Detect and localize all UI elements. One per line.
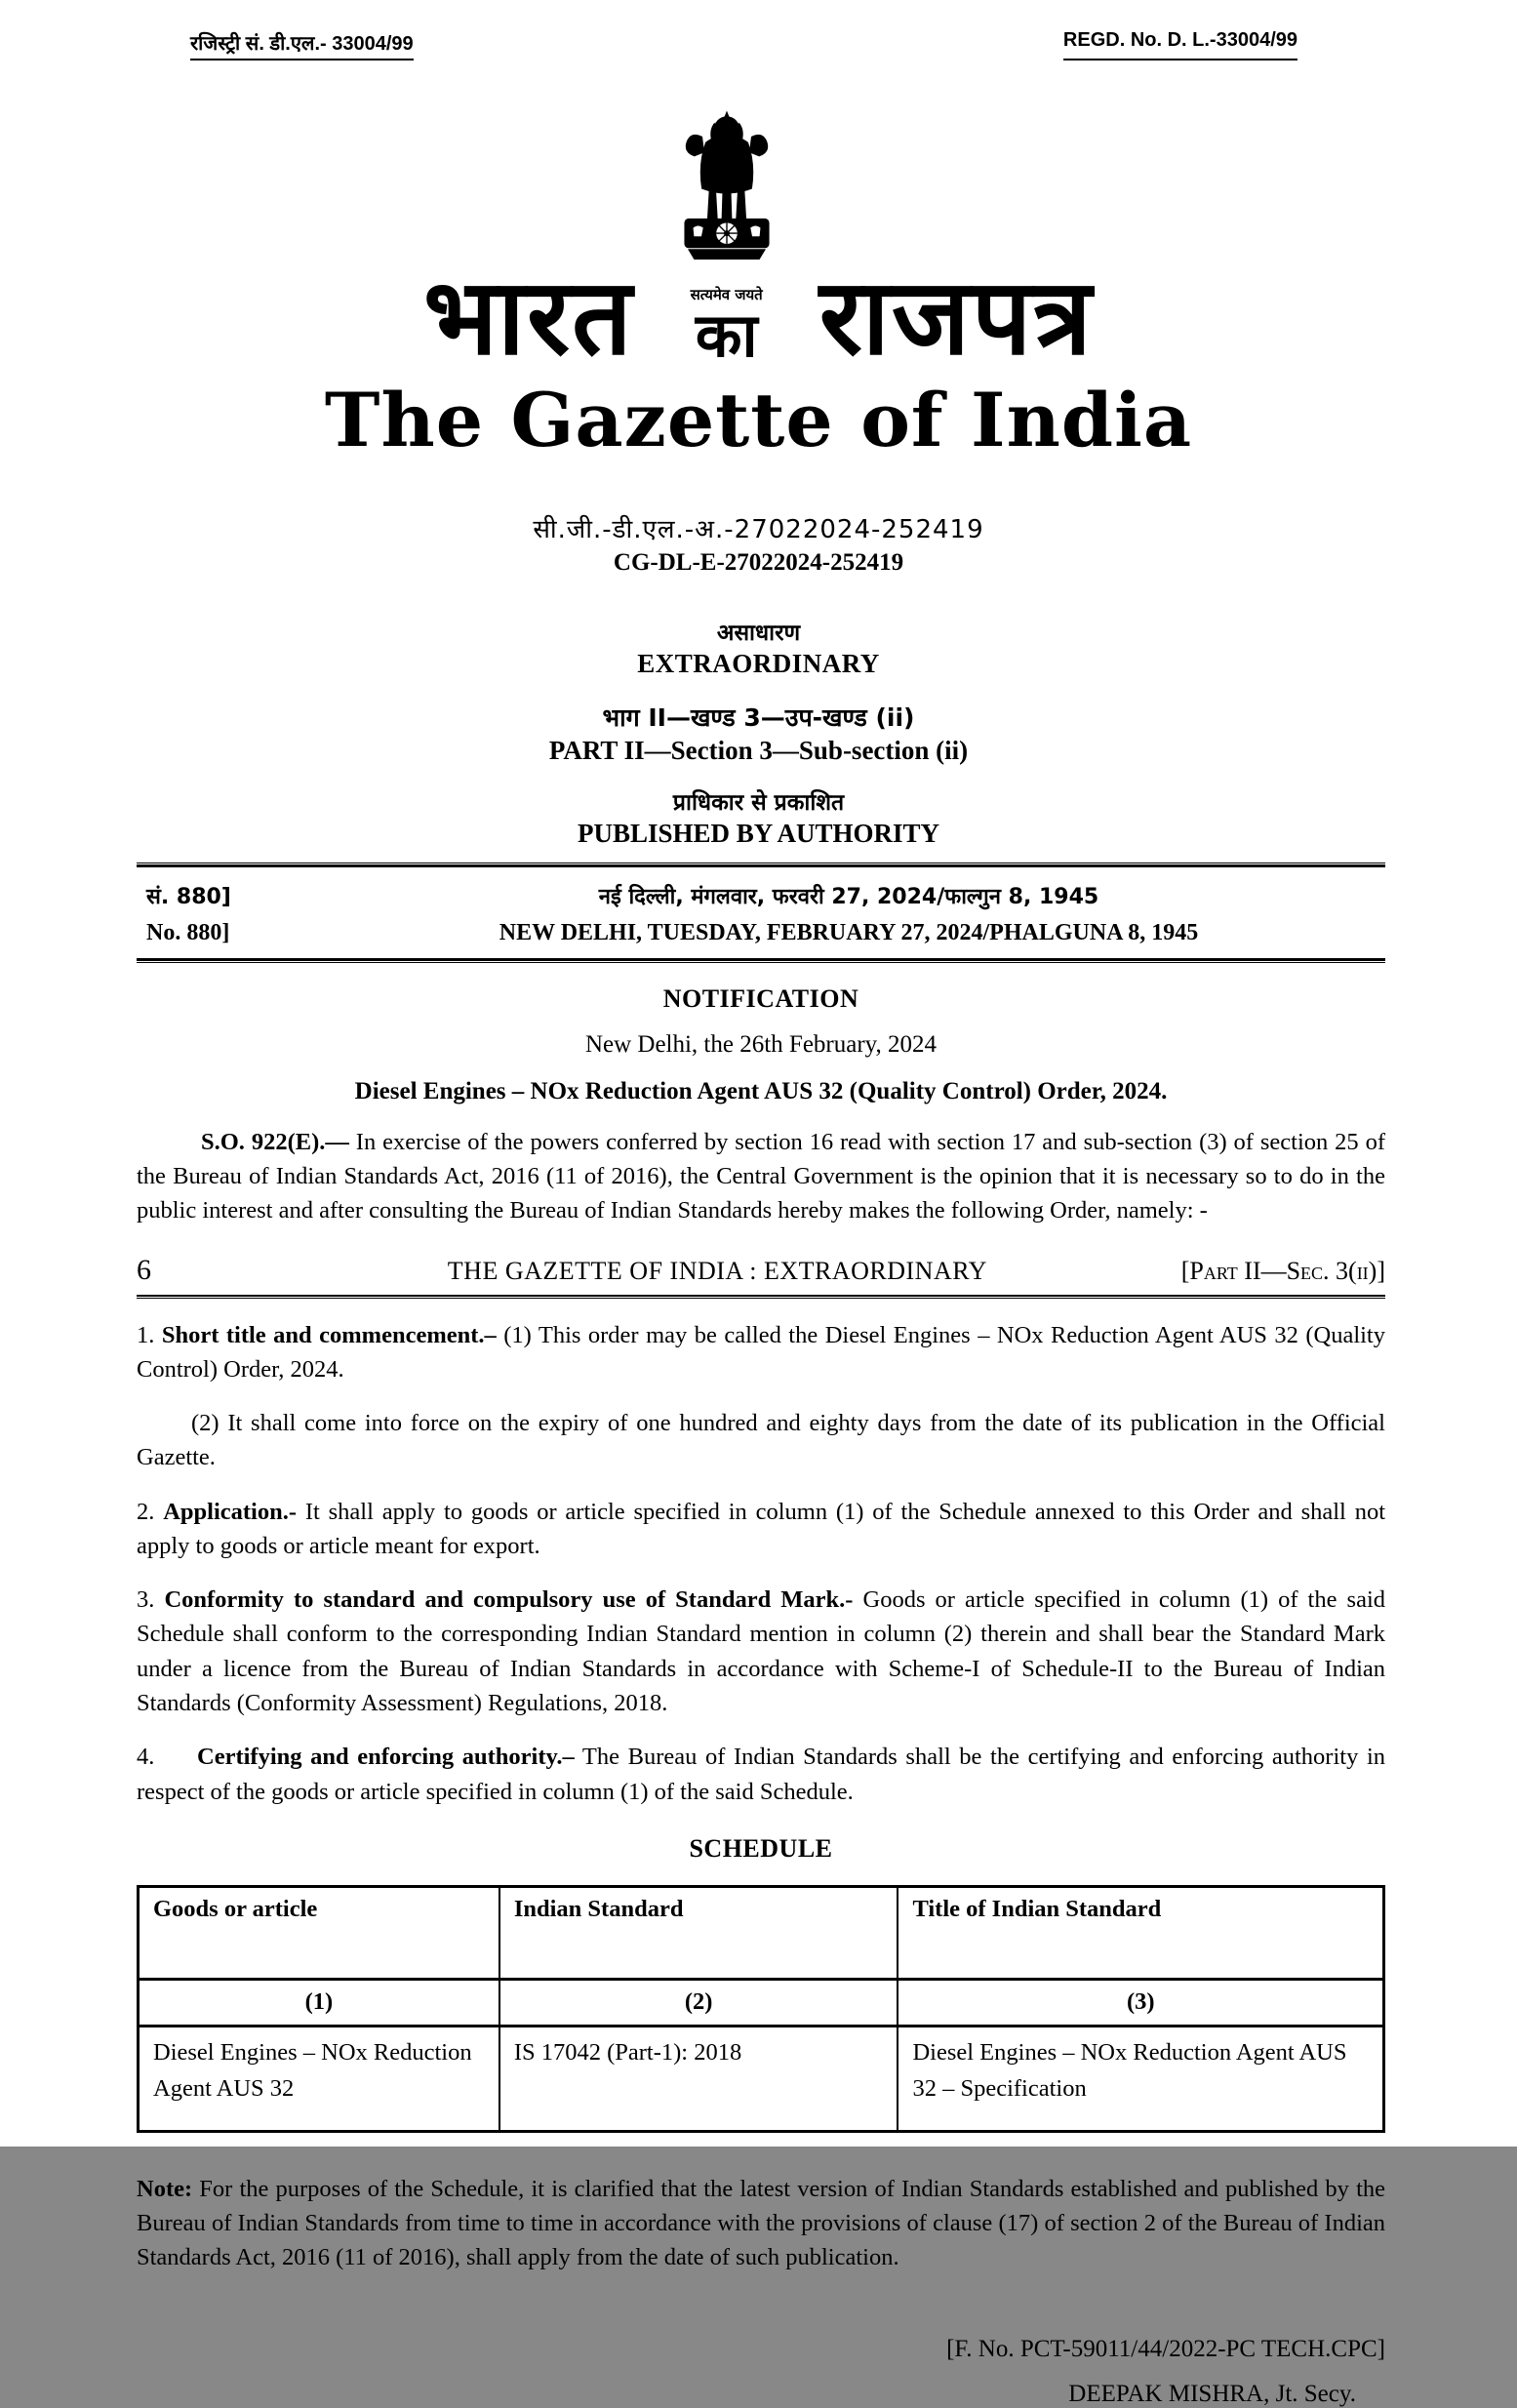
clause-2-title: Application.- — [163, 1498, 298, 1525]
schedule-header-row — [139, 1886, 1384, 1979]
clause-2-text: It shall apply to goods or article specified in column (1) of the Schedule annexed to this Order and shall not apply to goods or article meant for export. — [137, 1498, 1385, 1559]
signatory: DEEPAK MISHRA, Jt. Secy. — [1068, 2380, 1356, 2407]
note-text: For the purposes of the Schedule, it is clarified that the latest version of Indian Standards established and published by the Bureau of Indian Standards from time to time in accordance with the provisions of clause (17) of section 2 of the Bureau of Indian Standards Act, 2016 (11 of 2016), shall apply from the date of such publication. — [137, 2175, 1385, 2271]
schedule-cell-goods: Diesel Engines – NOx Reduction Agent AUS 32 — [139, 2026, 499, 2131]
notification-place-date: New Delhi, the 26th February, 2024 — [584, 1030, 938, 1058]
running-header — [137, 1254, 1385, 1287]
issue-block-bottom-rule — [137, 958, 1385, 963]
clause-1-title: Short title and commencement.– — [161, 1321, 497, 1348]
issue-row-english — [137, 920, 1385, 946]
clause-4-number: 4. — [137, 1744, 155, 1771]
issue-block-top-rule — [137, 863, 1385, 867]
schedule-col-standard: Indian Standard — [499, 1886, 898, 1979]
clause-4-text: The Bureau of Indian Standards shall be the certifying and enforcing authority in respect of the goods or article specified in column (1) of the said Schedule. — [137, 1744, 1385, 1805]
order-title: Diesel Engines – NOx Reduction Agent AUS 32 (Quality Control) Order, 2024. — [354, 1077, 1168, 1104]
file-number: [F. No. PCT-59011/44/2022-PC TECH.CPC] — [946, 2335, 1385, 2362]
so-number: S.O. 922(E).— — [201, 1128, 349, 1155]
masthead — [0, 104, 1517, 379]
clause-4 — [137, 1740, 1385, 1809]
schedule-colnum-2: (2) — [499, 1979, 898, 2026]
ashoka-lion-capital-icon — [669, 104, 784, 282]
issue-date-hindi: नई दिल्ली, मंगलवार, फरवरी 27, 2024/फाल्गुन 8, 1945 — [598, 884, 1099, 909]
clause-3-text: Goods or article specified in column (1) of the said Schedule shall conform to the corresponding Indian Standard mention in column (2) therein and shall bear the Standard Mark under a licence from the Bureau of Indian Standards in accordance with Scheme-I of Schedule-II to the Bureau of Indian Standards (Conformity Assessment) Regulations, 2018. — [137, 1586, 1386, 1716]
clause-2 — [137, 1495, 1385, 1564]
clause-1-text: (1) This order may be called the Diesel Engines – NOx Reduction Agent AUS 32 (Quality Control) Order, 2024. — [137, 1321, 1385, 1383]
issue-date-english: NEW DELHI, TUESDAY, FEBRUARY 27, 2024/PHALGUNA 8, 1945 — [499, 919, 1199, 945]
note-label: Note: — [137, 2175, 193, 2202]
published-by-authority-english: PUBLISHED BY AUTHORITY — [577, 818, 940, 848]
so-paragraph — [137, 1125, 1385, 1228]
schedule-colnum-row — [139, 1979, 1384, 2026]
schedule-colnum-3: (3) — [898, 1979, 1383, 2026]
running-header-title: THE GAZETTE OF INDIA : EXTRAORDINARY — [447, 1256, 987, 1285]
extraordinary-english: EXTRAORDINARY — [637, 648, 880, 678]
issue-number-english: No. 880] — [146, 919, 230, 945]
schedule-heading: SCHEDULE — [689, 1833, 833, 1863]
schedule-col-title: Title of Indian Standard — [898, 1886, 1383, 1979]
extraordinary-hindi: असाधारण — [716, 620, 801, 646]
masthead-word-ka: का — [695, 300, 758, 371]
content-column — [137, 863, 1385, 2408]
so-text: In exercise of the powers conferred by section 16 read with section 17 and sub-section (3) of section 25 of the Bureau of Indian Standards Act, 2016 (11 of 2016), the Central Government is the opinion that it is necessary so to do in the public interest and after consulting the Bureau of Indian Standards hereby makes the following Order, namely: - — [137, 1128, 1386, 1224]
schedule-cell-standard: IS 17042 (Part-1): 2018 — [499, 2026, 898, 2131]
schedule-cell-title: Diesel Engines – NOx Reduction Agent AUS 32 – Specification — [898, 2026, 1383, 2131]
clause-1-sub-2-text: (2) It shall come into force on the expiry of one hundred and eighty days from the date of its publication in the Official Gazette. — [137, 1410, 1385, 1471]
registry-number-hindi: रजिस्ट्री सं. डी.एल.- 33004/99 — [190, 29, 414, 60]
schedule-colnum-1: (1) — [139, 1979, 499, 2026]
clause-3-title: Conformity to standard and compulsory use of Standard Mark.- — [164, 1586, 854, 1614]
registry-number-english: REGD. No. D. L.-33004/99 — [1063, 29, 1297, 60]
page-number: 6 — [137, 1253, 151, 1286]
clause-3 — [137, 1583, 1385, 1720]
clause-1 — [137, 1318, 1385, 1387]
masthead-word-bharat: भारत — [423, 257, 634, 379]
running-header-part: [Part II—Sec. 3(ii)] — [1180, 1256, 1385, 1285]
schedule-table — [137, 1885, 1385, 2133]
part-section-hindi: भाग II—खण्ड 3—उप-खण्ड (ii) — [602, 702, 915, 732]
gazette-code-hindi: सी.जी.-डी.एल.-अ.-27022024-252419 — [533, 514, 984, 544]
notification-heading: NOTIFICATION — [662, 983, 859, 1013]
clause-3-number: 3. — [137, 1586, 165, 1614]
issue-number-hindi: सं. 880] — [146, 884, 231, 909]
issue-row-hindi — [137, 881, 1385, 910]
motto-satyameva-jayate: सत्यमेव जयते — [690, 286, 763, 303]
masthead-word-rajpatra: राजपत्र — [818, 257, 1094, 379]
part-section-english: PART II—Section 3—Sub-section (ii) — [548, 735, 969, 765]
schedule-data-row — [139, 2026, 1384, 2131]
clause-2-number: 2. — [137, 1498, 164, 1525]
clause-1-number: 1. — [137, 1321, 162, 1348]
note-paragraph — [137, 2172, 1385, 2275]
registry-bar — [0, 0, 1517, 60]
running-header-rule — [137, 1295, 1385, 1299]
masthead-title-english: The Gazette of India — [324, 376, 1193, 463]
clause-4-title: Certifying and enforcing authority.– — [197, 1744, 575, 1771]
clause-1-sub-2 — [137, 1406, 1385, 1475]
published-by-authority-hindi: प्राधिकार से प्रकाशित — [672, 789, 845, 816]
schedule-col-goods: Goods or article — [139, 1886, 499, 1979]
gazette-code-english: CG-DL-E-27022024-252419 — [613, 548, 904, 576]
masthead-emblem-column — [669, 104, 784, 371]
